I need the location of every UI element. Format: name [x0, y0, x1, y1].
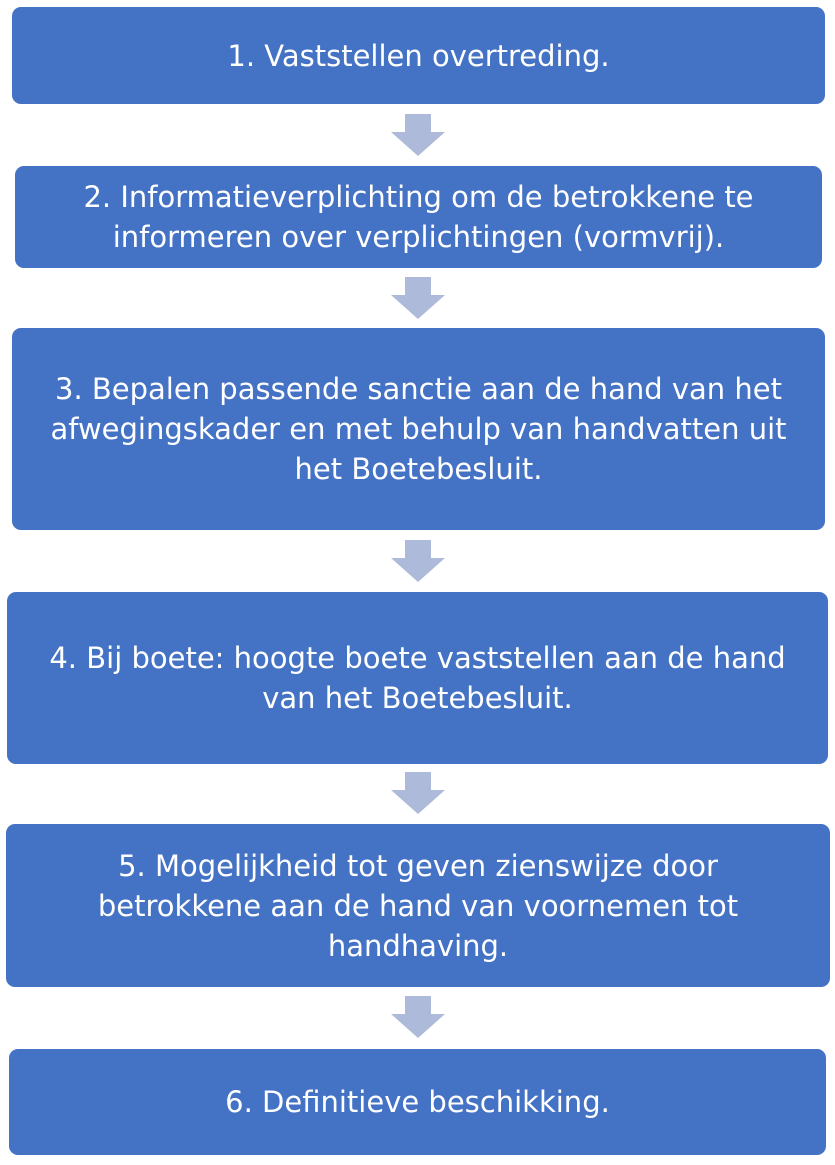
step-box-3 — [12, 328, 825, 530]
step-label-1: 1. Vaststellen overtreding. — [227, 38, 610, 73]
step-label-6: 6. Definitieve beschikking. — [225, 1085, 610, 1119]
down-arrow-icon — [391, 277, 445, 319]
down-arrow-icon — [391, 772, 445, 814]
step-box-4 — [7, 592, 828, 764]
step-box-1 — [12, 7, 825, 104]
step-box-6 — [9, 1049, 826, 1155]
down-arrow-icon — [391, 540, 445, 582]
step-box-2 — [15, 166, 822, 268]
down-arrow-icon — [391, 114, 445, 156]
step-label-3: 3. Bepalen passende sanctie aan de hand van het afwegingskader en met behulp van handvatten uit het Boetebesluit. — [50, 372, 787, 486]
down-arrow-icon — [391, 996, 445, 1038]
step-box-5 — [6, 824, 830, 987]
step-label-5: 5. Mogelijkheid tot geven zienswijze door betrokkene aan de hand van voornemen tot handhaving. — [97, 848, 739, 963]
step-label-4: 4. Bij boete: hoogte boete vaststellen aan de hand van het Boetebesluit. — [49, 641, 786, 715]
step-label-2: 2. Informatieverplichting om de betrokkene te informeren over verplichtingen (vormvrij). — [83, 180, 754, 254]
